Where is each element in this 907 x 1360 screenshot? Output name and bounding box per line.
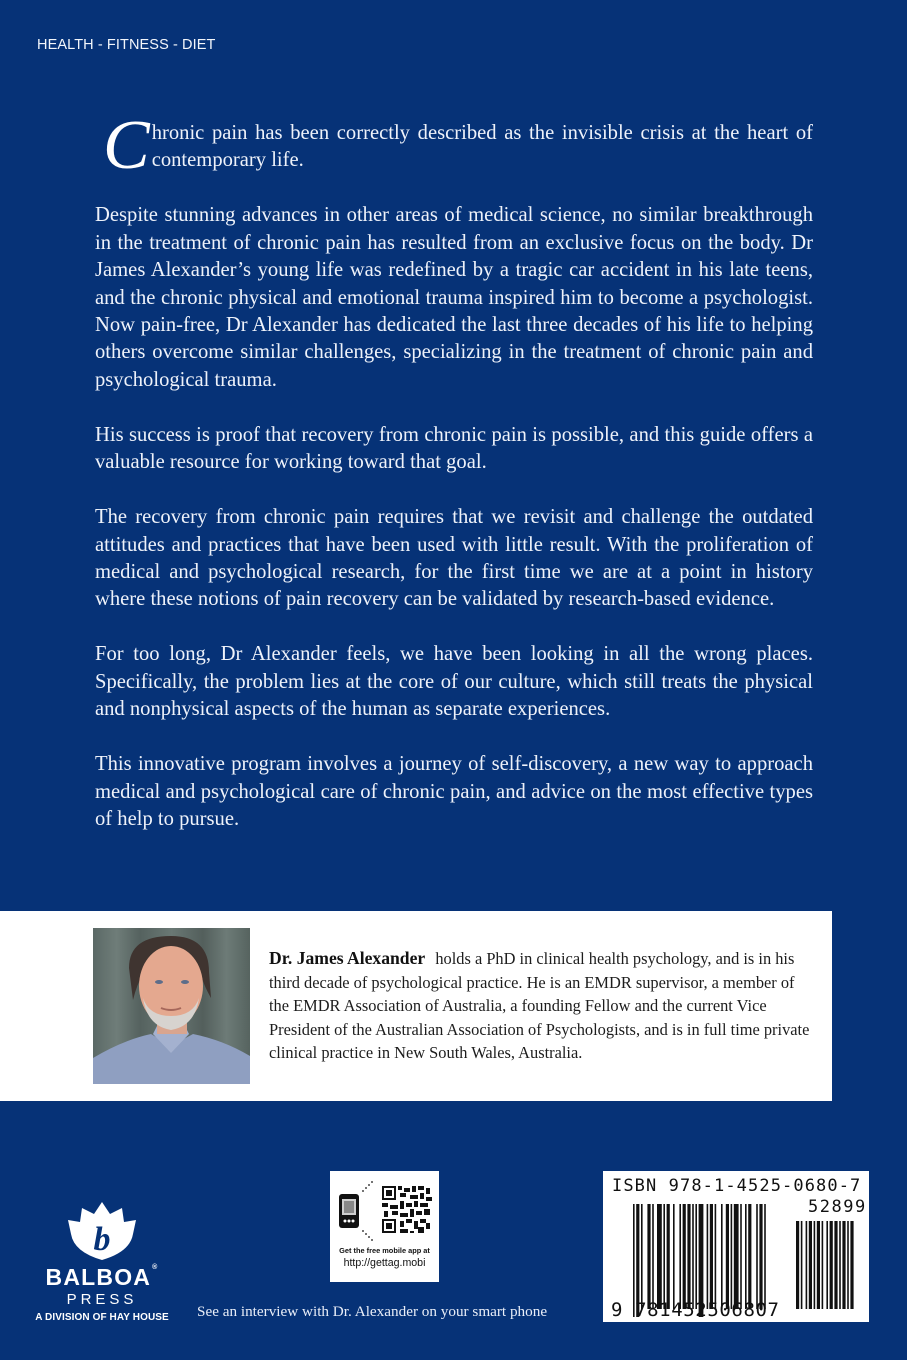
author-band [0,911,832,1101]
barcode-addon-bar [796,1221,799,1309]
barcode-bar [756,1204,758,1309]
barcode-bar [657,1204,662,1309]
blurb-paragraph-6: This innovative program involves a journey of self-discovery, a new way to approach medical and psychological care of chronic pain, and advice on the most effective types of help to pursue. [95,753,813,831]
barcode-addon-bar [806,1221,808,1309]
barcode-bar [641,1204,643,1309]
qr-caption: Get the free mobile app at [339,1246,430,1255]
author-bio-text: holds a PhD in clinical health psychology, and is in his third decade of psychological practice. He is an EMDR supervisor, a member of the EMDR Association of Australia, a founding Fellow and the current Vice President of the Australian Association of Psychologists, and is in full time private clinical practice in New South Wales, Australia. [269,949,810,1063]
barcode-addon-bar [809,1221,812,1309]
blurb-paragraph-1-text: hronic pain has been correctly described as the invisible crisis at the heart of contemporary life. [151,122,813,172]
dotted-lines [362,1181,373,1241]
price-code: 52899 [808,1197,867,1217]
barcode-addon-bar [850,1221,853,1309]
qr-code-panel[interactable] [330,1171,439,1282]
barcode-addon-bar [822,1221,824,1309]
author-photo-image [93,928,250,1084]
barcode-bar [745,1204,747,1309]
barcode-bar [687,1204,690,1309]
barcode-bar [663,1204,665,1309]
ean-digits [611,1299,780,1321]
barcode-bar [695,1204,697,1309]
publisher-name [36,1264,168,1291]
qr-graphic [330,1171,439,1245]
publisher-name-text: BALBOA [45,1264,152,1290]
ean-right-digits: 506807 [707,1299,780,1321]
barcode-bar [721,1204,723,1309]
lotus-icon [36,1200,168,1264]
qr-code-icon [382,1186,432,1233]
barcode-bar [759,1204,762,1309]
publisher-logo [36,1200,168,1322]
barcode-bar [647,1204,650,1309]
logo-letter: b [93,1221,111,1258]
barcode-addon-bar [834,1221,837,1309]
qr-note: See an interview with Dr. Alexander on your smart phone [197,1303,548,1320]
barcode-bar [740,1204,742,1309]
barcode-bar [673,1204,675,1309]
drop-cap: C [103,107,150,184]
phone-icon [339,1194,359,1228]
barcode-bar [710,1204,713,1309]
blurb-text [95,107,813,861]
barcode-bar [667,1204,670,1309]
barcode-bar [715,1204,717,1309]
author-name: Dr. James Alexander [269,948,426,968]
author-bio [269,947,815,1065]
isbn-label: ISBN 978-1-4525-0680-7 [612,1176,862,1196]
publisher-subname: PRESS [66,1291,138,1308]
barcode-addon-bar [839,1221,841,1309]
blurb-paragraph-1 [95,107,813,184]
barcode-bar [707,1204,709,1309]
ean-first-digit: 9 [611,1299,624,1321]
registered-mark: ® [152,1264,159,1271]
qr-url-link[interactable]: http://gettag.mobi [343,1257,426,1269]
author-portrait-photo [93,928,250,1084]
barcode-addon-bar [814,1221,816,1309]
barcode-bar [726,1204,729,1309]
barcode-bar [692,1204,694,1309]
barcode-addon-bar [842,1221,845,1309]
blurb-paragraph-5: For too long, Dr Alexander feels, we have been looking in all the wrong places. Specifically, the problem lies at the core of our culture, which still treats the physical and nonphysical aspects of the human as separate experiences. [95,643,813,721]
blurb-paragraph-2: Despite stunning advances in other areas of medical science, no similar breakthrough in the treatment of chronic pain has resulted from an exclusive focus on the body. Dr James Alexander’s young life was redefined by a tragic car accident in his late teens, and the chronic physical and emotional trauma inspired him to become a psychologist. Now pain-free, Dr Alexander has dedicated the last three decades of his life to helping others overcome similar challenges, specializing in the treatment of chronic pain and psychological trauma. [95,204,813,391]
barcode-bar [734,1204,739,1309]
publisher-division: A DIVISION OF HAY HOUSE [35,1312,169,1323]
barcode-addon-bar [830,1221,833,1309]
ean-left-digits: 781452 [635,1299,708,1321]
barcode-bar [764,1204,766,1309]
barcode-bar [731,1204,733,1309]
barcode-addon-bar [817,1221,820,1309]
blurb-paragraph-4: The recovery from chronic pain requires that we revisit and challenge the outdated attitudes and practices that have been used with little result. With the proliferation of medical and psychological research, for the first time we are at a point in history where these notions of pain recovery can be validated by research-based evidence. [95,506,813,611]
barcode-addon-bar [847,1221,849,1309]
barcode-addon-bar [826,1221,828,1309]
barcode-bar [683,1204,686,1309]
barcode-bar [679,1204,681,1309]
blurb-paragraph-3: His success is proof that recovery from chronic pain is possible, and this guide offers a valuable resource for working toward that goal. [95,423,813,474]
isbn-barcode [603,1171,869,1322]
category-label: HEALTH - FITNESS - DIET [37,37,216,53]
barcode-bar [748,1204,751,1309]
barcode-addon-bar [801,1221,803,1309]
barcode-bar [652,1204,654,1309]
